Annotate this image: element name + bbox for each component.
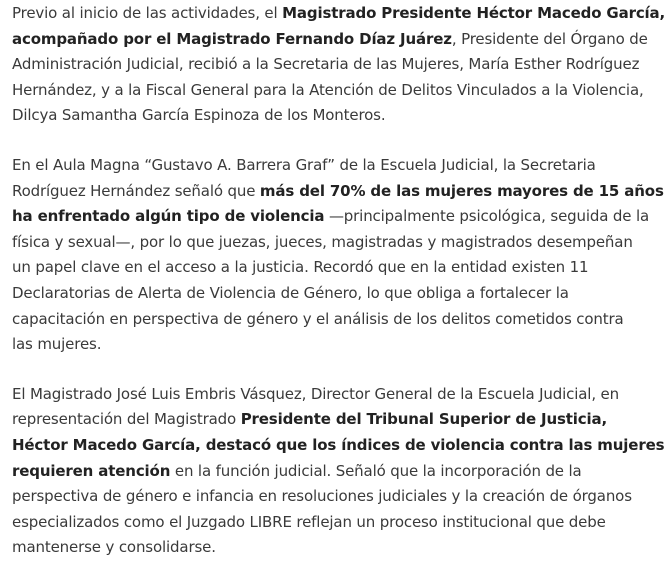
text-segment: las mujeres.: [12, 335, 102, 354]
bold-text: Presidente del Tribunal Superior de Justicia,: [240, 410, 608, 429]
text-segment: Declaratorias de Alerta de Violencia de Género, lo que obliga a fortalecer la: [12, 283, 569, 302]
text-segment: mantenerse y consolidarse.: [12, 538, 216, 557]
text-line: [12, 78, 665, 104]
text-line: [12, 1, 665, 27]
text-segment: Administración Judicial, recibió a la Secretaria de las Mujeres, María Esther Rodríguez: [12, 55, 640, 74]
text-line: [12, 459, 665, 485]
text-segment: en la función judicial. Señaló que la incorporación de la: [170, 461, 582, 480]
paragraph-2: [12, 153, 665, 358]
text-segment: representación del Magistrado: [12, 410, 241, 429]
paragraph-1: [12, 1, 665, 129]
text-segment: perspectiva de género e infancia en resoluciones judiciales y la creación de órganos: [12, 487, 632, 506]
article-body: [0, 1, 665, 561]
text-segment: —principalmente psicológica, seguida de la: [324, 207, 650, 226]
text-segment: un papel clave en el acceso a la justicia. Recordó que en la entidad existen 11: [12, 258, 589, 277]
text-line: [12, 27, 665, 53]
text-line: [12, 230, 665, 256]
text-segment: capacitación en perspectiva de género y el análisis de los delitos cometidos contra: [12, 309, 624, 328]
bold-text: acompañado por el Magistrado Fernando Díaz Juárez: [12, 29, 452, 48]
bold-text: ha enfrentado algún tipo de violencia: [12, 207, 325, 226]
text-line: [12, 484, 665, 510]
text-line: [12, 510, 665, 536]
text-line: [12, 281, 665, 307]
bold-text: más del 70% de las mujeres mayores de 15 años: [259, 181, 664, 200]
bold-text: Héctor Macedo García, destacó que los índices de violencia contra las mujeres: [12, 435, 665, 454]
text-segment: , Presidente del Órgano de: [451, 29, 648, 48]
text-line: [12, 407, 665, 433]
text-line: [12, 535, 665, 561]
text-line: [12, 332, 665, 358]
text-segment: especializados como el Juzgado LIBRE reflejan un proceso institucional que debe: [12, 512, 606, 531]
text-line: [12, 433, 665, 459]
bold-text: Magistrado Presidente Héctor Macedo García,: [282, 4, 665, 22]
text-line: [12, 153, 665, 179]
text-segment: En el Aula Magna “Gustavo A. Barrera Graf” de la Escuela Judicial, la Secretaria: [12, 155, 596, 174]
text-line: [12, 255, 665, 281]
text-segment: Rodríguez Hernández señaló que: [12, 181, 260, 200]
text-line: [12, 179, 665, 205]
text-segment: El Magistrado José Luis Embris Vásquez, Director General de la Escuela Judicial, en: [12, 384, 619, 403]
text-segment: Hernández, y a la Fiscal General para la Atención de Delitos Vinculados a la Violencia,: [12, 80, 644, 99]
text-line: [12, 382, 665, 408]
text-line: [12, 52, 665, 78]
paragraph-3: [12, 382, 665, 561]
text-line: [12, 307, 665, 333]
text-segment: Dilcya Samantha García Espinoza de los Monteros.: [12, 106, 386, 125]
text-segment: Previo al inicio de las actividades, el: [12, 4, 283, 22]
text-line: [12, 204, 665, 230]
text-line: [12, 103, 665, 129]
bold-text: requieren atención: [12, 461, 171, 480]
text-segment: física y sexual—, por lo que juezas, jueces, magistradas y magistrados desempeñan: [12, 232, 633, 251]
